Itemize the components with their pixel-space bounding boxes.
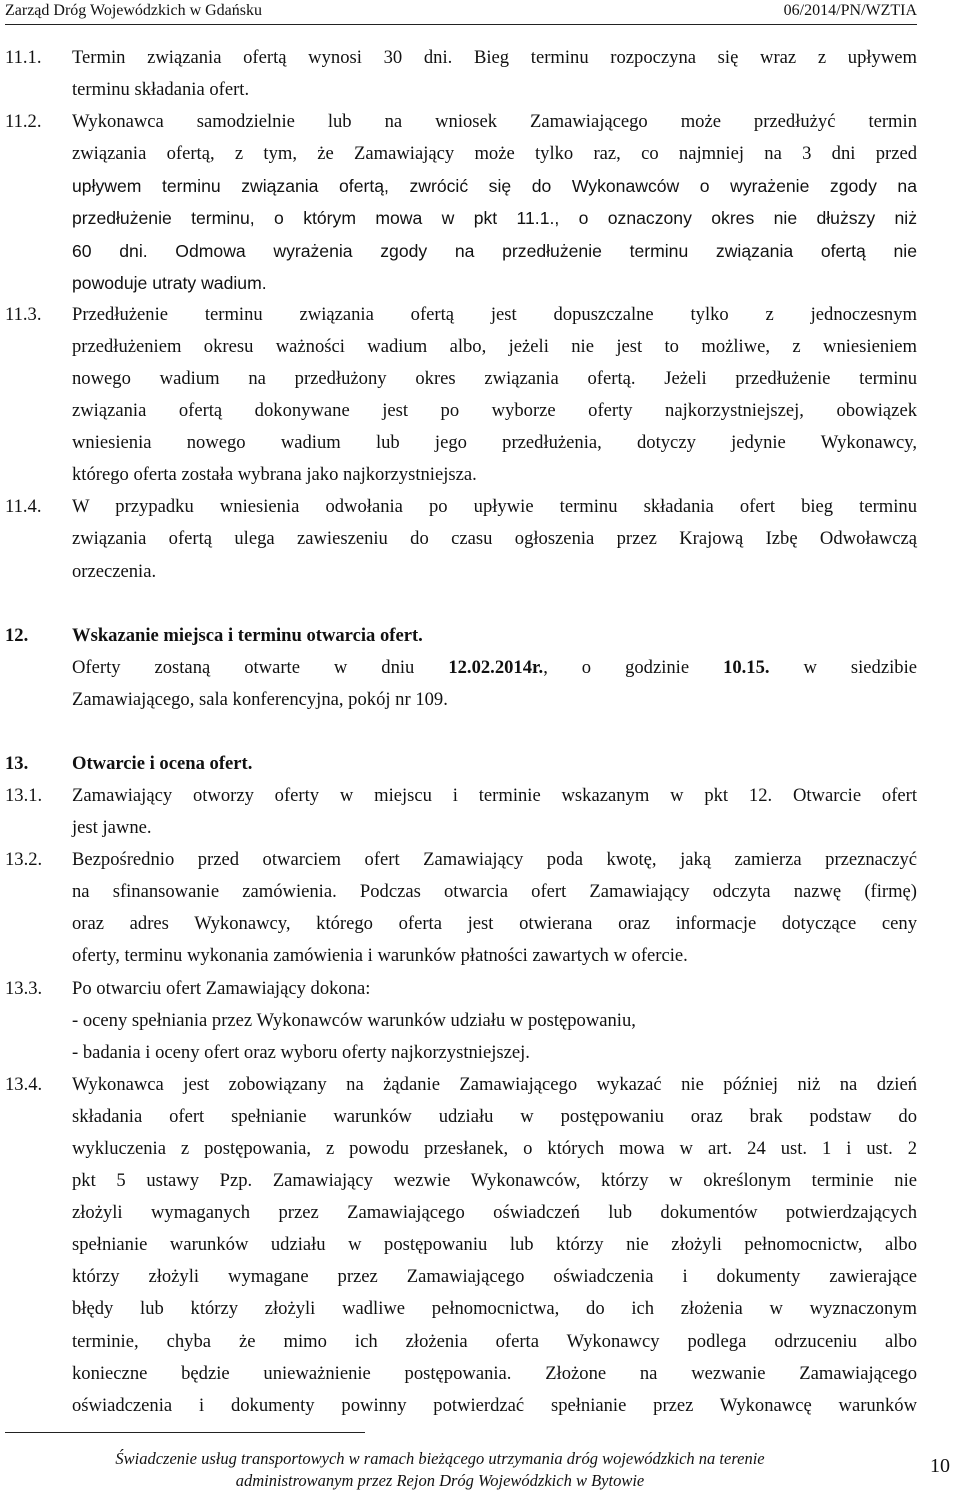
text-line: terminie, chyba że mimo ich złożenia oferta Wykonawcy podlega odrzuceniu albo bbox=[72, 1330, 917, 1352]
text-line: oraz adres Wykonawcy, którego oferta jest otwierana oraz informacje dotyczące ceny bbox=[72, 913, 917, 935]
text-line: którzy złożyli wymagane przez Zamawiającego oświadczenia i dokumenty zawierające bbox=[72, 1266, 917, 1288]
text-line: związania ofertą dokonywane jest po wyborze oferty najkorzystniejszej, obowiązek bbox=[72, 400, 917, 422]
section-13-4 bbox=[5, 1069, 917, 1422]
text-line: upływem terminu związania ofertą, zwrócić się do Wykonawców o wyrażenie zgody na bbox=[72, 176, 917, 197]
list-item: - oceny spełniania przez Wykonawców warunków udziału w postępowaniu, bbox=[72, 1009, 636, 1031]
section-11-4 bbox=[5, 491, 917, 587]
section-number: 11.1. bbox=[5, 47, 42, 68]
text-line: terminu składania ofert. bbox=[72, 79, 250, 101]
section-number: 11.3. bbox=[5, 303, 42, 325]
header-organization: Zarząd Dróg Wojewódzkich w Gdańsku bbox=[5, 2, 263, 19]
text-line: Wykonawca samodzielnie lub na wniosek Zamawiającego może przedłużyć termin bbox=[72, 111, 917, 133]
text-line: składania ofert spełnianie warunków udziału w postępowaniu oraz brak podstaw do bbox=[72, 1105, 917, 1127]
spacer bbox=[5, 716, 917, 748]
opening-date: 12.02.2014r. bbox=[448, 656, 544, 678]
text-line: Zamawiającego, sala konferencyjna, pokój nr 109. bbox=[72, 688, 448, 710]
text-line bbox=[72, 652, 917, 684]
section-number: 11.2. bbox=[5, 111, 42, 133]
text-line: złożyli wymaganych przez Zamawiającego oświadczeń lub dokumentów potwierdzających bbox=[72, 1202, 917, 1224]
text-line: oferty, terminu wykonania zamówienia i warunków płatności zawartych w ofercie. bbox=[72, 945, 688, 967]
page-footer bbox=[40, 1448, 840, 1492]
text-line: spełnianie warunków udziału w postępowaniu lub którzy nie złożyli pełnomocnictw, albo bbox=[72, 1234, 917, 1256]
footer-divider bbox=[5, 1432, 365, 1433]
text-line: Bezpośrednio przed otwarciem ofert Zamawiający poda kwotę, jaką zamierza przeznaczyć bbox=[72, 849, 917, 871]
page-header bbox=[5, 0, 917, 25]
list-item: - badania i oceny ofert oraz wyboru oferty najkorzystniejszej. bbox=[72, 1041, 530, 1063]
section-number: 12. bbox=[5, 624, 29, 646]
section-title: Wskazanie miejsca i terminu otwarcia ofert. bbox=[72, 624, 423, 646]
text-line: którego oferta została wybrana jako najkorzystniejsza. bbox=[72, 464, 477, 486]
text-line: konieczne będzie unieważnienie postępowania. Złożone na wezwanie Zamawiającego bbox=[72, 1362, 917, 1384]
text-fragment: Oferty zostaną otwarte w dniu bbox=[72, 656, 415, 678]
section-13-1 bbox=[5, 780, 917, 844]
text-line: Po otwarciu ofert Zamawiający dokona: bbox=[72, 977, 371, 999]
section-13-2 bbox=[5, 844, 917, 972]
text-line: na sfinansowanie zamówienia. Podczas otwarcia ofert Zamawiający odczyta nazwę (firmę) bbox=[72, 881, 917, 903]
section-title: Otwarcie i ocena ofert. bbox=[72, 752, 253, 774]
text-line: oświadczenia i dokumenty powinny potwierdzać spełnianie przez Wykonawcę warunków bbox=[72, 1394, 917, 1416]
text-line: jest jawne. bbox=[72, 817, 152, 839]
text-line: związania ofertą ulega zawieszeniu do czasu ogłoszenia przez Krajową Izbę Odwoławczą bbox=[72, 528, 917, 550]
footer-line: administrowanym przez Rejon Dróg Wojewódzkich w Bytowie bbox=[235, 1471, 645, 1490]
opening-time: 10.15. bbox=[723, 656, 770, 678]
section-11-2 bbox=[5, 106, 917, 299]
text-line: W przypadku wniesienia odwołania po upływie terminu składania ofert bieg terminu bbox=[72, 496, 917, 518]
section-number: 13.2. bbox=[5, 849, 43, 871]
text-fragment: , o godzinie bbox=[543, 656, 690, 678]
text-line: orzeczenia. bbox=[72, 560, 157, 582]
text-line: nowego wadium na przedłużony okres związania ofertą. Jeżeli przedłużenie terminu bbox=[72, 367, 917, 389]
text-line: wniesienia nowego wadium lub jego przedłużenia, dotyczy jedynie Wykonawcy, bbox=[72, 432, 917, 454]
text-line: przedłużeniem okresu ważności wadium albo, jeżeli nie jest to możliwe, z wniesieniem bbox=[72, 335, 917, 357]
footer-line: Świadczenie usług transportowych w ramach bieżącego utrzymania dróg wojewódzkich na terenie bbox=[115, 1449, 765, 1468]
text-line: wykluczenia z postępowania, z powodu przesłanek, o których mowa w art. 24 ust. 1 i ust. 2 bbox=[72, 1138, 917, 1159]
text-line: przedłużenie terminu, o którym mowa w pkt 11.1., o oznaczony okres nie dłuższy niż bbox=[72, 208, 917, 229]
section-11-3 bbox=[5, 299, 917, 492]
text-line: powoduje utraty wadium. bbox=[72, 272, 267, 293]
section-number: 13.4. bbox=[5, 1073, 43, 1095]
section-13-3 bbox=[5, 973, 917, 1069]
text-line: Przedłużenie terminu związania ofertą jest dopuszczalne tylko z jednoczesnym bbox=[72, 303, 917, 325]
page-number: 10 bbox=[930, 1455, 950, 1477]
text-line: Termin związania ofertą wynosi 30 dni. Bieg terminu rozpoczyna się wraz z upływem bbox=[72, 47, 917, 68]
text-line: związania ofertą, z tym, że Zamawiający może tylko raz, co najmniej na 3 dni przed bbox=[72, 143, 917, 165]
text-fragment: w siedzibie bbox=[803, 656, 917, 678]
document-body bbox=[5, 42, 917, 1422]
section-13 bbox=[5, 748, 917, 780]
text-line: pkt 5 ustawy Pzp. Zamawiający wezwie Wykonawców, którzy w określonym terminie nie bbox=[72, 1170, 917, 1192]
text-line: Wykonawca jest zobowiązany na żądanie Zamawiającego wykazać nie później niż na dzień bbox=[72, 1073, 917, 1095]
text-line: Zamawiający otworzy oferty w miejscu i terminie wskazanym w pkt 12. Otwarcie ofert bbox=[72, 784, 917, 806]
section-11-1 bbox=[5, 42, 917, 106]
section-number: 13.3. bbox=[5, 977, 43, 999]
spacer bbox=[5, 588, 917, 620]
section-number: 11.4. bbox=[5, 496, 42, 518]
section-12 bbox=[5, 620, 917, 716]
section-number: 13. bbox=[5, 752, 29, 774]
section-number: 13.1. bbox=[5, 784, 43, 806]
text-line: błędy lub którzy złożyli wadliwe pełnomocnictwa, do ich złożenia w wyznaczonym bbox=[72, 1298, 917, 1320]
header-reference-number: 06/2014/PN/WZTIA bbox=[783, 2, 917, 19]
text-line: 60 dni. Odmowa wyrażenia zgody na przedłużenie terminu związania ofertą nie bbox=[72, 240, 917, 261]
